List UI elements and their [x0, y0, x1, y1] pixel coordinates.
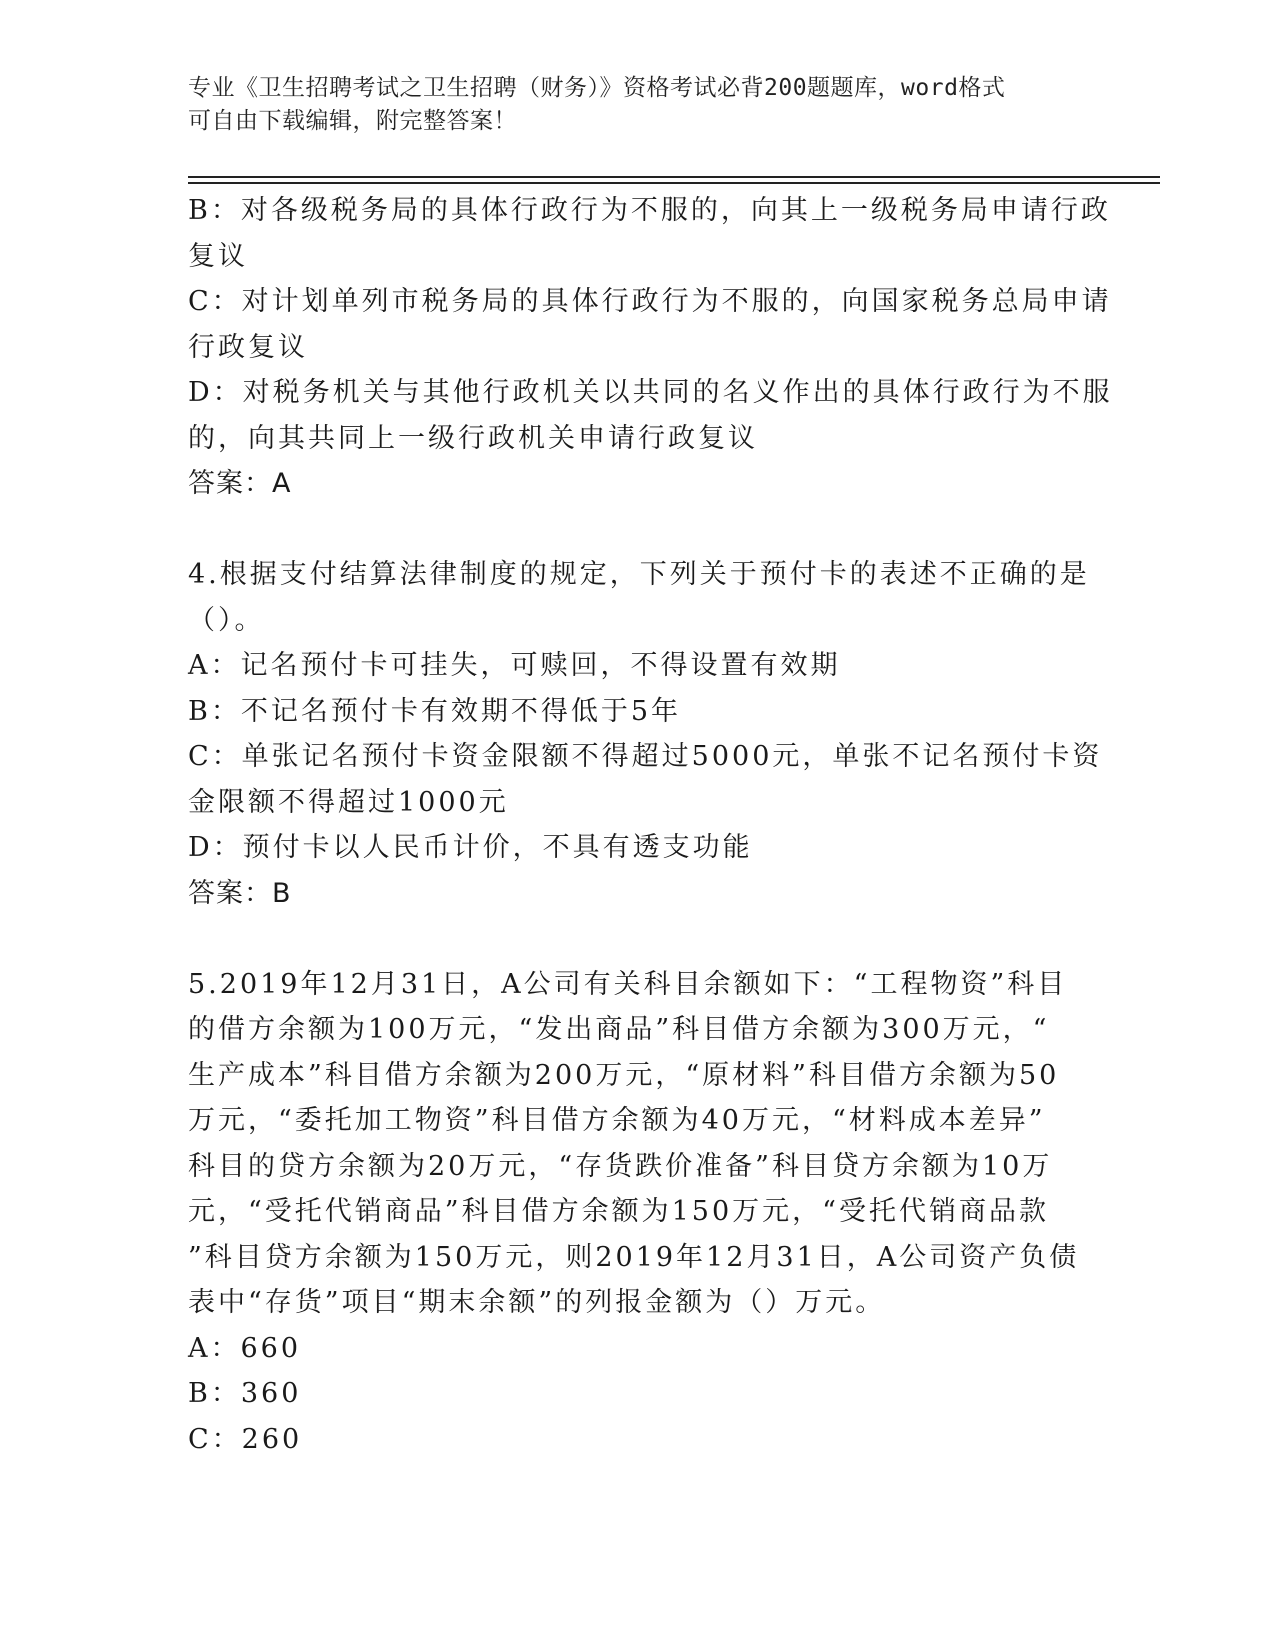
answer-line: 答案：B [188, 877, 292, 909]
header-divider-bottom [188, 182, 1160, 184]
option-b-line-2: 复议 [188, 240, 248, 272]
option-d-line-1: D：对税务机关与其他行政机关以共同的名义作出的具体行政行为不服 [188, 377, 1113, 408]
option-d-line-2: 的，向其共同上一级行政机关申请行政复议 [188, 422, 758, 454]
header-line-1: 专业《卫生招聘考试之卫生招聘（财务）》资格考试必背200题题库，word格式 [188, 75, 1006, 101]
option-b: B：不记名预付卡有效期不得低于5年 [188, 695, 682, 727]
option-b: B：360 [188, 1378, 302, 1409]
option-c: C：260 [188, 1423, 303, 1455]
question-stem-line-3: 生产成本”科目借方余额为200万元，“原材料”科目借方余额为50 [188, 1059, 1060, 1091]
option-c-line-1: C：单张记名预付卡资金限额不得超过5000元，单张不记名预付卡资 [188, 741, 1103, 772]
question-stem-line-2: 的借方余额为100万元，“发出商品”科目借方余额为300万元，“ [188, 1014, 1050, 1045]
option-c-line-1: C：对计划单列市税务局的具体行政行为不服的，向国家税务总局申请 [188, 286, 1112, 317]
option-a: A：记名预付卡可挂失，可赎回，不得设置有效期 [188, 650, 841, 681]
question-stem-line-7: ”科目贷方余额为150万元，则2019年12月31日，A公司资产负债 [188, 1241, 1080, 1273]
question-stem-line-4: 万元，“委托加工物资”科目借方余额为40万元，“材料成本差异” [188, 1105, 1046, 1136]
option-d: D：预付卡以人民币计价，不具有透支功能 [188, 832, 753, 863]
question-stem-line-5: 科目的贷方余额为20万元，“存货跌价准备”科目贷方余额为10万 [188, 1150, 1053, 1182]
document-body [188, 188, 1113, 1462]
question-stem-line-8: 表中“存货”项目“期末余额”的列报金额为（）万元。 [188, 1287, 886, 1318]
option-c-line-2: 金限额不得超过1000元 [188, 786, 509, 818]
question-3 [188, 188, 1113, 507]
document-header [188, 72, 1088, 138]
option-a: A：660 [188, 1332, 302, 1364]
question-stem-line-2: （）。 [188, 604, 265, 636]
header-line-2: 可自由下载编辑，附完整答案！ [188, 108, 517, 134]
option-b-line-1: B：对各级税务局的具体行政行为不服的，向其上一级税务局申请行政 [188, 195, 1111, 226]
header-divider-top [188, 176, 1160, 178]
question-4 [188, 552, 1103, 916]
option-c-line-2: 行政复议 [188, 331, 308, 363]
question-stem-line-1: 5.2019年12月31日，A公司有关科目余额如下：“工程物资”科目 [188, 968, 1068, 1000]
answer-line: 答案：A [188, 468, 292, 499]
question-5 [188, 962, 1088, 1463]
question-spacer [188, 916, 1088, 962]
question-stem-line-1: 4.根据支付结算法律制度的规定，下列关于预付卡的表述不正确的是 [188, 559, 1090, 590]
question-spacer [188, 507, 1088, 553]
question-stem-line-6: 元，“受托代销商品”科目借方余额为150万元，“受托代销商品款 [188, 1196, 1049, 1227]
